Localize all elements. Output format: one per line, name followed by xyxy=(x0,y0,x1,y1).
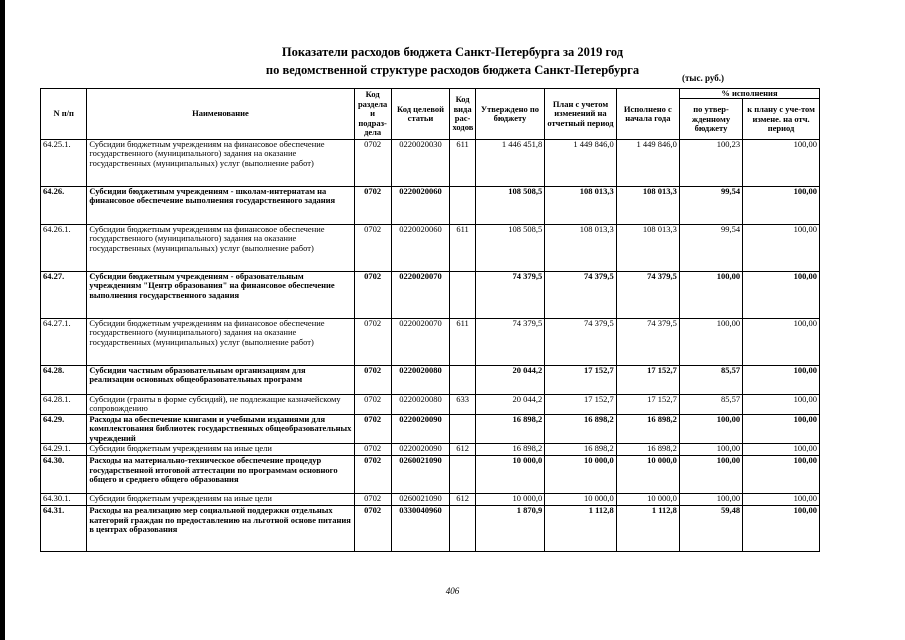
row-executed-cell: 17 152,7 xyxy=(616,366,679,395)
row-name-cell: Расходы на обеспечение книгами и учебными изданиями для комплектования библиотек государственных общеобразовательных учреждений xyxy=(87,415,354,444)
header-pct-approved: по утвер-жденному бюджету xyxy=(679,99,742,140)
table-row xyxy=(41,494,820,506)
row-approved-cell: 10 000,0 xyxy=(475,456,544,494)
header-kind-code: Код вида рас-ходов xyxy=(450,89,475,140)
row-article-code-cell: 0220020090 xyxy=(391,444,450,456)
row-section-code-cell: 0702 xyxy=(354,415,391,444)
row-pct-approved-cell: 100,00 xyxy=(679,456,742,494)
row-pct-plan-cell: 100,00 xyxy=(743,140,820,187)
row-approved-cell: 10 000,0 xyxy=(475,494,544,506)
row-name-cell: Субсидии бюджетным учреждениям - школам-интернатам на финансовое обеспечение выполнения государственного задания xyxy=(87,187,354,225)
header-plan: План с учетом изменений на отчетный период xyxy=(545,89,617,140)
row-section-code-cell: 0702 xyxy=(354,494,391,506)
row-name-cell: Субсидии бюджетным учреждениям на финансовое обеспечение государственного (муниципального) задания на оказание государственных (муниципальных) услуг (выполнение работ) xyxy=(87,140,354,187)
row-kind-code-cell: 611 xyxy=(450,319,475,366)
row-section-code-cell: 0702 xyxy=(354,395,391,415)
row-pct-approved-cell: 100,23 xyxy=(679,140,742,187)
units-label: (тыс. руб.) xyxy=(682,73,724,83)
row-pct-approved-cell: 85,57 xyxy=(679,395,742,415)
row-num-cell: 64.27. xyxy=(41,272,87,319)
header-article-code: Код целевой статьи xyxy=(391,89,450,140)
row-approved-cell: 16 898,2 xyxy=(475,415,544,444)
page-number: 406 xyxy=(445,586,460,596)
row-article-code-cell: 0220020070 xyxy=(391,272,450,319)
report-title-line1: Показатели расходов бюджета Санкт-Петербурга за 2019 год xyxy=(281,45,624,59)
row-executed-cell: 108 013,3 xyxy=(616,225,679,272)
row-executed-cell: 16 898,2 xyxy=(616,444,679,456)
row-kind-code-cell xyxy=(450,187,475,225)
row-name-cell: Расходы на материально-техническое обеспечение процедур государственной итоговой аттестации по программам основного общего и среднего общего образования xyxy=(87,456,354,494)
row-article-code-cell: 0220020030 xyxy=(391,140,450,187)
row-article-code-cell: 0220020070 xyxy=(391,319,450,366)
header-pct-plan: к плану с уче-том измене. на отч. период xyxy=(743,99,820,140)
row-num-cell: 64.30. xyxy=(41,456,87,494)
row-pct-approved-cell: 100,00 xyxy=(679,444,742,456)
row-num-cell: 64.28. xyxy=(41,366,87,395)
row-approved-cell: 1 446 451,8 xyxy=(475,140,544,187)
row-pct-approved-cell: 100,00 xyxy=(679,494,742,506)
row-kind-code-cell: 611 xyxy=(450,140,475,187)
row-pct-plan-cell: 100,00 xyxy=(743,225,820,272)
row-pct-approved-cell: 99,54 xyxy=(679,225,742,272)
row-name-cell: Субсидии (гранты в форме субсидий), не подлежащие казначейскому сопровождению xyxy=(87,395,354,415)
row-num-cell: 64.27.1. xyxy=(41,319,87,366)
row-executed-cell: 74 379,5 xyxy=(616,272,679,319)
row-approved-cell: 108 508,5 xyxy=(475,225,544,272)
row-plan-cell: 108 013,3 xyxy=(545,187,617,225)
row-article-code-cell: 0220020090 xyxy=(391,415,450,444)
row-approved-cell: 20 044,2 xyxy=(475,366,544,395)
row-article-code-cell: 0220020080 xyxy=(391,395,450,415)
row-pct-approved-cell: 100,00 xyxy=(679,415,742,444)
row-name-cell: Субсидии бюджетным учреждениям на финансовое обеспечение государственного (муниципального) задания на оказание государственных (муниципальных) услуг (выполнение работ) xyxy=(87,225,354,272)
row-num-cell: 64.29. xyxy=(41,415,87,444)
row-plan-cell: 108 013,3 xyxy=(545,225,617,272)
row-plan-cell: 74 379,5 xyxy=(545,272,617,319)
row-pct-plan-cell: 100,00 xyxy=(743,272,820,319)
row-approved-cell: 16 898,2 xyxy=(475,444,544,456)
row-executed-cell: 10 000,0 xyxy=(616,494,679,506)
row-section-code-cell: 0702 xyxy=(354,272,391,319)
row-pct-approved-cell: 100,00 xyxy=(679,272,742,319)
row-name-cell: Субсидии бюджетным учреждениям на иные цели xyxy=(87,444,354,456)
row-kind-code-cell: 633 xyxy=(450,395,475,415)
row-executed-cell: 1 112,8 xyxy=(616,506,679,552)
row-pct-approved-cell: 85,57 xyxy=(679,366,742,395)
row-num-cell: 64.31. xyxy=(41,506,87,552)
row-section-code-cell: 0702 xyxy=(354,140,391,187)
row-pct-plan-cell: 100,00 xyxy=(743,187,820,225)
row-plan-cell: 17 152,7 xyxy=(545,366,617,395)
row-pct-approved-cell: 59,48 xyxy=(679,506,742,552)
header-approved: Утверждено по бюджету xyxy=(475,89,544,140)
row-kind-code-cell: 612 xyxy=(450,494,475,506)
row-article-code-cell: 0260021090 xyxy=(391,456,450,494)
row-num-cell: 64.25.1. xyxy=(41,140,87,187)
row-executed-cell: 1 449 846,0 xyxy=(616,140,679,187)
row-kind-code-cell xyxy=(450,366,475,395)
row-article-code-cell: 0220020080 xyxy=(391,366,450,395)
row-pct-plan-cell: 100,00 xyxy=(743,366,820,395)
row-section-code-cell: 0702 xyxy=(354,225,391,272)
row-pct-plan-cell: 100,00 xyxy=(743,494,820,506)
row-section-code-cell: 0702 xyxy=(354,456,391,494)
row-pct-plan-cell: 100,00 xyxy=(743,319,820,366)
row-section-code-cell: 0702 xyxy=(354,506,391,552)
header-num: N п/п xyxy=(41,89,87,140)
row-approved-cell: 1 870,9 xyxy=(475,506,544,552)
row-pct-approved-cell: 99,54 xyxy=(679,187,742,225)
table-row xyxy=(41,444,820,456)
table-row xyxy=(41,187,820,225)
row-plan-cell: 17 152,7 xyxy=(545,395,617,415)
report-title-line2: по ведомственной структуре расходов бюджета Санкт-Петербурга xyxy=(265,63,640,77)
row-kind-code-cell: 612 xyxy=(450,444,475,456)
row-plan-cell: 74 379,5 xyxy=(545,319,617,366)
row-name-cell: Субсидии бюджетным учреждениям на иные цели xyxy=(87,494,354,506)
row-num-cell: 64.26. xyxy=(41,187,87,225)
header-name: Наименование xyxy=(87,89,354,140)
row-plan-cell: 1 112,8 xyxy=(545,506,617,552)
row-plan-cell: 16 898,2 xyxy=(545,415,617,444)
row-section-code-cell: 0702 xyxy=(354,444,391,456)
table-row xyxy=(41,456,820,494)
row-kind-code-cell xyxy=(450,506,475,552)
row-executed-cell: 10 000,0 xyxy=(616,456,679,494)
row-pct-plan-cell: 100,00 xyxy=(743,415,820,444)
row-name-cell: Субсидии частным образовательным организациям для реализации основных общеобразовательных программ xyxy=(87,366,354,395)
row-section-code-cell: 0702 xyxy=(354,366,391,395)
table-row xyxy=(41,366,820,395)
row-approved-cell: 74 379,5 xyxy=(475,319,544,366)
row-approved-cell: 108 508,5 xyxy=(475,187,544,225)
row-executed-cell: 74 379,5 xyxy=(616,319,679,366)
row-executed-cell: 17 152,7 xyxy=(616,395,679,415)
row-kind-code-cell: 611 xyxy=(450,225,475,272)
row-executed-cell: 16 898,2 xyxy=(616,415,679,444)
table-row xyxy=(41,395,820,415)
row-num-cell: 64.30.1. xyxy=(41,494,87,506)
table-row xyxy=(41,272,820,319)
row-article-code-cell: 0330040960 xyxy=(391,506,450,552)
row-name-cell: Субсидии бюджетным учреждениям на финансовое обеспечение государственного (муниципального) задания на оказание государственных (муниципальных) услуг (выполнение работ) xyxy=(87,319,354,366)
row-pct-plan-cell: 100,00 xyxy=(743,506,820,552)
row-approved-cell: 20 044,2 xyxy=(475,395,544,415)
row-plan-cell: 10 000,0 xyxy=(545,456,617,494)
row-pct-plan-cell: 100,00 xyxy=(743,456,820,494)
header-pct-group: % исполнения xyxy=(679,89,819,99)
header-executed: Исполнено с начала года xyxy=(616,89,679,140)
row-section-code-cell: 0702 xyxy=(354,187,391,225)
row-plan-cell: 16 898,2 xyxy=(545,444,617,456)
row-article-code-cell: 0220020060 xyxy=(391,225,450,272)
row-approved-cell: 74 379,5 xyxy=(475,272,544,319)
row-kind-code-cell xyxy=(450,272,475,319)
row-section-code-cell: 0702 xyxy=(354,319,391,366)
table-row xyxy=(41,225,820,272)
scan-edge xyxy=(0,0,5,640)
table-row xyxy=(41,415,820,444)
table-row xyxy=(41,506,820,552)
row-name-cell: Субсидии бюджетным учреждениям - образовательным учреждениям "Центр образования" на финансовое обеспечение выполнения государственного задания xyxy=(87,272,354,319)
row-kind-code-cell xyxy=(450,456,475,494)
row-article-code-cell: 0220020060 xyxy=(391,187,450,225)
row-pct-approved-cell: 100,00 xyxy=(679,319,742,366)
row-num-cell: 64.26.1. xyxy=(41,225,87,272)
budget-table xyxy=(40,88,820,552)
row-pct-plan-cell: 100,00 xyxy=(743,444,820,456)
row-plan-cell: 1 449 846,0 xyxy=(545,140,617,187)
row-article-code-cell: 0260021090 xyxy=(391,494,450,506)
table-row xyxy=(41,319,820,366)
row-pct-plan-cell: 100,00 xyxy=(743,395,820,415)
header-section-code: Код раздела и подраз-дела xyxy=(354,89,391,140)
row-kind-code-cell xyxy=(450,415,475,444)
row-name-cell: Расходы на реализацию мер социальной поддержки отдельных категорий граждан по предоставлению на льготной основе питания в центрах образования xyxy=(87,506,354,552)
row-num-cell: 64.28.1. xyxy=(41,395,87,415)
row-executed-cell: 108 013,3 xyxy=(616,187,679,225)
row-num-cell: 64.29.1. xyxy=(41,444,87,456)
row-plan-cell: 10 000,0 xyxy=(545,494,617,506)
table-row xyxy=(41,140,820,187)
